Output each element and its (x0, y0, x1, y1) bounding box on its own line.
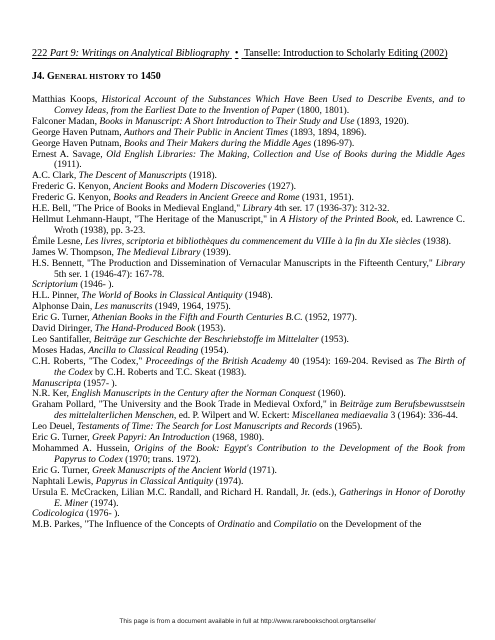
entry-title: Compilatio (273, 519, 317, 531)
book-title: Tanselle: Introduction to Scholarly Editing (2002) (243, 48, 448, 59)
section-heading (32, 71, 161, 83)
entry-text: C.H. Roberts, "The Codex," (32, 355, 146, 367)
entry-title: Beiträge zum Berufsbewusstsein des mittelalterlichen Menschen (54, 399, 465, 422)
entry-title: Books in Manuscript: A Short Introduction to Their Study and Use (99, 115, 355, 127)
entry-title: Origins of the Book: Egypt's Contribution to the Development of the Book from Papyrus to Codex (54, 443, 466, 465)
entry-title: Manuscripta (32, 377, 82, 389)
entry-text: (1957- ). (81, 377, 118, 389)
entry-title: Gatherings in Honor of Dorothy E. Miner (54, 486, 465, 509)
bibliography-entry (32, 357, 465, 379)
entry-text: Émile Lesne, (32, 235, 86, 247)
entry-text: (1953). (195, 323, 226, 335)
entry-text: Hellmut Lehmann-Haupt, "The Heritage of the Manuscript," in (32, 213, 281, 225)
entry-text: A.C. Clark, (32, 170, 79, 182)
bibliography-entry (32, 95, 465, 117)
entry-text: (1918). (186, 170, 217, 182)
entry-title: Proceedings of the British Academy (145, 355, 287, 367)
entry-title: The World of Books in Classical Antiquity (81, 290, 243, 302)
entry-title: Historical Account of the Substances Which Have Been Used to Describe Events, and to Convey Ideas, from the Earliest Date to the Invention of Paper (54, 94, 465, 116)
page-number: 222 (32, 48, 48, 59)
entry-text: (1976- ). (83, 508, 120, 520)
entry-text: H.S. Bennett, "The Production and Dissemination of Vernacular Manuscripts in the Fifteenth Century," (32, 257, 436, 269)
entry-title: Les manuscrits (94, 301, 153, 313)
entry-title: The Descent of Manuscripts (78, 170, 187, 182)
part-title: Part 9: Writings on Analytical Bibliography (49, 48, 230, 59)
entry-text: H.L. Pinner, (32, 290, 82, 302)
entry-text: Eric G. Turner, (32, 464, 93, 476)
entry-text: Ursula E. McCracken, Lilian M.C. Randall, and Richard H. Randall, Jr. (eds.), (32, 486, 340, 498)
bibliography-entry (32, 150, 465, 172)
entry-title: The Birth of the Codex (54, 355, 466, 378)
entry-text: (1939). (200, 246, 231, 258)
entry-text: (1911). (54, 159, 82, 171)
entry-text: Eric G. Turner, (32, 432, 93, 444)
bibliography-entry (32, 259, 465, 281)
entry-text: on the Development of the (316, 519, 422, 531)
entry-text: (1948). (242, 290, 273, 302)
running-header (32, 47, 465, 60)
entry-text: 3 (1964): 336-44. (388, 410, 458, 422)
entry-text: (1971). (246, 464, 277, 476)
entry-title: Authors and Their Public in Ancient Times (124, 126, 288, 138)
entry-title: Ancient Books and Modern Discoveries (113, 181, 266, 193)
entry-text: Eric G. Turner, (32, 312, 93, 324)
entry-text: Frederic G. Kenyon, (32, 192, 114, 204)
entry-text: Leo Deuel, (32, 421, 78, 433)
entry-text: 40 (1954): 169-204. Revised as (286, 355, 417, 367)
section-prefix: J4. G (32, 71, 55, 82)
entry-text: Naphtali Lewis, (32, 475, 96, 487)
section-label: ENERAL HISTORY TO (54, 72, 139, 81)
entry-text: (1800, 1801). (294, 104, 350, 116)
entry-text: David Diringer, (32, 323, 95, 335)
bibliography-entry (32, 488, 465, 510)
entry-title: Greek Manuscripts of the Ancient World (92, 464, 247, 476)
entry-text: (1953). (318, 333, 349, 345)
entry-title: Library (435, 257, 465, 269)
entry-text: (1946- ). (77, 279, 114, 291)
entry-text: (1960). (315, 388, 346, 400)
bibliography-entry (32, 400, 465, 422)
page-footer: This page is from a document available in full at http://www.rarebookschool.org/tanselle/ (119, 618, 376, 625)
entry-title: The Medieval Library (116, 246, 201, 258)
entry-title: Testaments of Time: The Search for Lost Manuscripts and Records (77, 421, 333, 433)
entry-title: Greek Papyri: An Introduction (92, 432, 210, 444)
entry-text: (1938). (420, 235, 452, 247)
entry-text: Mohammed A. Hussein, (32, 443, 135, 454)
entry-text: N.R. Ker, (32, 388, 72, 400)
bibliography-entry (32, 215, 465, 237)
entry-text: (1931, 1951). (299, 192, 354, 204)
entry-text: 4th ser. 17 (1936-37): 312-32. (271, 203, 390, 215)
section-year: 1450 (138, 71, 161, 82)
entry-title: The Hand-Produced Book (94, 323, 196, 335)
entry-text: (1949, 1964, 1975). (152, 301, 231, 313)
entry-title: Codicologica (32, 508, 84, 520)
entry-text: 5th ser. 1 (1946-47): 167-78. (54, 268, 165, 280)
entry-text: and (254, 519, 274, 531)
entry-title: Books and Readers in Ancient Greece and Rome (113, 192, 300, 204)
entry-text: George Haven Putnam, (32, 126, 125, 138)
entry-text: Alphonse Dain, (32, 301, 95, 313)
entry-text: Frederic G. Kenyon, (32, 181, 114, 193)
entry-text: (1968, 1980). (209, 432, 265, 444)
entry-text: Falconer Madan, (32, 115, 100, 127)
entry-title: Athenian Books in the Fifth and Fourth Centuries B.C. (92, 312, 303, 324)
entry-text: Leo Santifaller, (32, 333, 94, 345)
entry-title: Books and Their Makers during the Middle Ages (124, 137, 312, 149)
entry-title: English Manuscripts in the Century after the Norman Conquest (71, 388, 316, 400)
entry-title: Library (242, 203, 272, 215)
entry-text: H.E. Bell, "The Price of Books in Medieval England," (32, 203, 243, 215)
entry-text: , ed. P. Wilpert and W. Eckert: (173, 410, 292, 422)
bibliography-entry (32, 444, 465, 466)
entry-text: (1896-97). (311, 137, 355, 149)
entry-text: M.B. Parkes, "The Influence of the Concepts of (32, 519, 218, 531)
entry-title: Old English Libraries: The Making, Collection and Use of Books during the Middle Ages (106, 148, 465, 160)
entry-title: Beiträge zur Geschichte der Beschriebstoffe im Mittelalter (93, 333, 319, 345)
bibliography-list (32, 95, 465, 531)
entry-text: (1970; trans. 1972). (122, 453, 201, 465)
entry-text: James W. Thompson, (32, 246, 117, 258)
entry-text: (1974). (88, 497, 119, 509)
entry-text: George Haven Putnam, (32, 137, 125, 149)
entry-text: (1954). (198, 344, 229, 356)
entry-title: Miscellanea mediaevalia (291, 410, 389, 422)
entry-text: (1965). (332, 421, 363, 433)
entry-text: Moses Hadas, (32, 344, 89, 356)
entry-title: Ancilla to Classical Reading (88, 344, 199, 356)
entry-text: (1952, 1977). (302, 312, 357, 324)
entry-text: Ernest A. Savage, (32, 148, 107, 160)
entry-text: Graham Pollard, "The University and the Book Trade in Medieval Oxford," in (32, 399, 340, 411)
entry-text: by C.H. Roberts and T.C. Skeat (1983). (92, 366, 247, 378)
entry-title: A History of the Printed Book (280, 213, 397, 225)
entry-title: Les livres, scriptoria et bibliothèques du commencement du VIIIe à la fin du XIe siècles (85, 235, 421, 247)
entry-title: Ordinatio (217, 519, 255, 531)
entry-text: , ed. Lawrence C. Wroth (1938), pp. 3-23. (54, 213, 465, 236)
entry-text: (1893, 1920). (354, 115, 409, 127)
entry-title: Scriptorium (32, 279, 78, 291)
bibliography-entry (32, 520, 465, 531)
entry-title: Papyrus in Classical Antiquity (95, 475, 214, 487)
entry-text: (1893, 1894, 1896). (288, 126, 367, 138)
entry-text: Matthias Koops, (32, 94, 102, 105)
entry-text: (1927). (265, 181, 297, 193)
entry-text: (1974). (213, 475, 244, 487)
header-separator: • (234, 48, 239, 59)
